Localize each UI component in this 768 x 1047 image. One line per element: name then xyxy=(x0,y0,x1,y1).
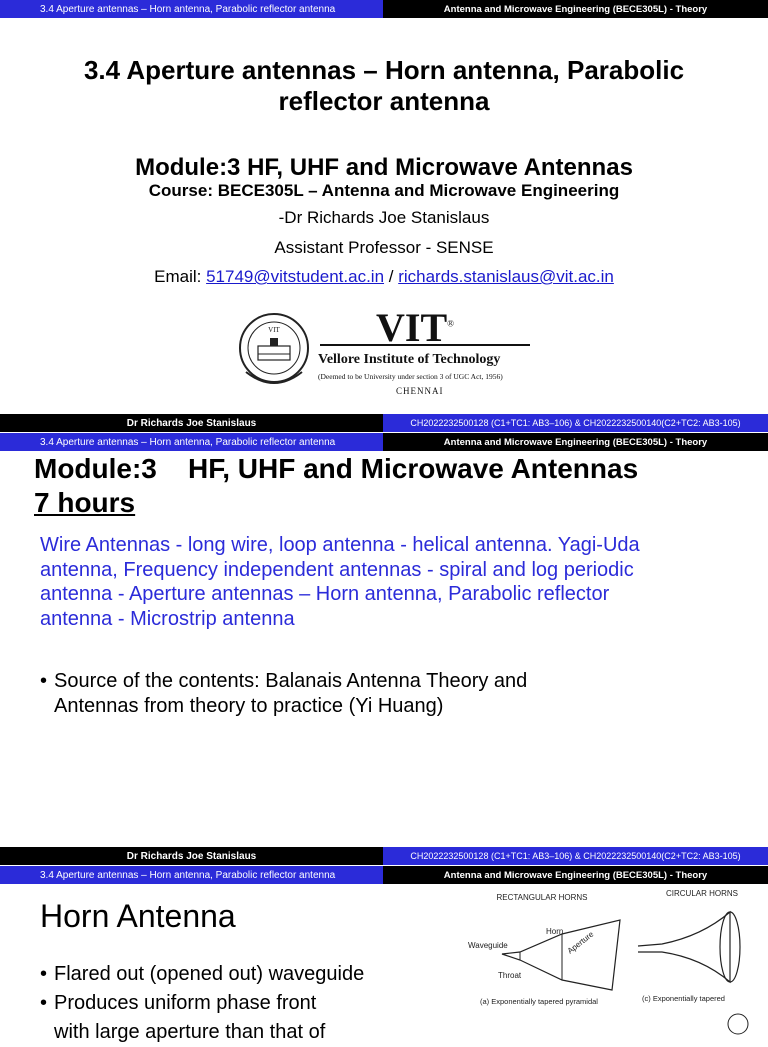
footer-right: CH2022232500128 (C1+TC1: AB3–106) & CH2022232500140(C2+TC2: AB3-105) xyxy=(383,414,768,432)
footer-right: CH2022232500128 (C1+TC1: AB3–106) & CH2022232500140(C2+TC2: AB3-105) xyxy=(383,847,768,865)
email-separator: / xyxy=(384,267,399,286)
slide1-footer xyxy=(0,414,768,432)
bullet-dot-icon: • xyxy=(40,670,48,692)
bullet-line: with large aperture than that of xyxy=(54,1021,326,1043)
slide-title: Horn Antenna xyxy=(40,898,236,934)
designation: Assistant Professor - SENSE xyxy=(274,238,494,257)
slide2-body xyxy=(0,451,768,845)
slide1-header xyxy=(0,0,768,18)
city-text: CHENNAI xyxy=(396,386,444,396)
course-line: Course: BECE305L – Antenna and Microwave Engineering xyxy=(148,181,620,200)
bullet-line: Flared out (opened out) waveguide xyxy=(54,963,365,985)
caption-c: (c) Exponentially tapered xyxy=(642,994,725,1003)
slide-title xyxy=(0,55,768,117)
bullet-line: Source of the contents: Balanais Antenna Theory and xyxy=(54,670,528,692)
header-right: Antenna and Microwave Engineering (BECE305L) - Theory xyxy=(383,433,768,451)
email-link-vit[interactable]: richards.stanislaus@vit.ac.in xyxy=(398,267,614,286)
header-left: 3.4 Aperture antennas – Horn antenna, Parabolic reflector antenna xyxy=(0,0,383,18)
horn-antenna-figure xyxy=(462,884,762,1024)
header-left: 3.4 Aperture antennas – Horn antenna, Parabolic reflector antenna xyxy=(0,433,383,451)
slide2-header xyxy=(0,433,768,451)
label-waveguide: Waveguide xyxy=(468,941,508,950)
module-hours: 7 hours xyxy=(34,487,136,518)
bullet-item xyxy=(40,960,364,989)
syllabus-line: Wire Antennas - long wire, loop antenna - helical antenna. Yagi-Uda xyxy=(40,534,640,556)
label-horn: Horn xyxy=(546,927,564,936)
module-title: Module:3 HF, UHF and Microwave Antennas xyxy=(135,154,633,181)
title-line: reflector antenna xyxy=(278,86,490,116)
slide2-footer xyxy=(0,847,768,865)
module-title: Module:3 HF, UHF and Microwave Antennas xyxy=(34,453,639,484)
syllabus-line: antenna - Microstrip antenna xyxy=(40,607,295,630)
registered-mark: ® xyxy=(447,318,454,329)
footer-left: Dr Richards Joe Stanislaus xyxy=(0,847,383,865)
circular-horn-shape xyxy=(638,912,730,982)
bullet-line: Produces uniform phase front xyxy=(54,992,317,1014)
bullet-list xyxy=(40,960,364,1047)
slide3-body xyxy=(0,884,768,1043)
seal-text: VIT xyxy=(268,326,280,334)
caption-a: (a) Exponentially tapered pyramidal xyxy=(480,997,598,1006)
vit-seal-icon xyxy=(236,310,312,394)
email-label: Email: xyxy=(154,267,207,286)
author-name: -Dr Richards Joe Stanislaus xyxy=(278,208,490,227)
bullet-line: Antennas from theory to practice (Yi Huang) xyxy=(54,695,444,717)
title-line: 3.4 Aperture antennas – Horn antenna, Parabolic xyxy=(83,55,685,85)
syllabus-text xyxy=(40,533,640,631)
bullet-source xyxy=(40,669,527,719)
deemed-text: (Deemed to be University under section 3 of UGC Act, 1956) xyxy=(318,372,503,381)
bullet-dot-icon: • xyxy=(40,992,48,1014)
slide1-body xyxy=(0,18,768,412)
rect-horns-title: RECTANGULAR HORNS xyxy=(496,893,588,902)
header-left: 3.4 Aperture antennas – Horn antenna, Parabolic reflector antenna xyxy=(0,866,383,884)
syllabus-line: antenna - Aperture antennas – Horn antenna, Parabolic reflector xyxy=(40,583,610,605)
institute-name: Vellore Institute of Technology xyxy=(318,352,501,367)
email-line xyxy=(0,267,768,287)
header-right: Antenna and Microwave Engineering (BECE305L) - Theory xyxy=(383,0,768,18)
bullet-dot-icon: • xyxy=(40,963,48,985)
email-link-student[interactable]: 51749@vitstudent.ac.in xyxy=(206,267,385,286)
brand-text: VIT xyxy=(376,305,448,350)
vit-wordmark xyxy=(376,304,454,351)
header-right: Antenna and Microwave Engineering (BECE305L) - Theory xyxy=(383,866,768,884)
circ-horns-title: CIRCULAR HORNS xyxy=(665,889,739,898)
vit-logo xyxy=(236,306,536,402)
slide3-header xyxy=(0,866,768,884)
label-throat: Throat xyxy=(498,971,522,980)
label-aperture: Aperture xyxy=(565,929,596,956)
footer-left: Dr Richards Joe Stanislaus xyxy=(0,414,383,432)
bullet-item xyxy=(40,989,364,1047)
syllabus-line: antenna, Frequency independent antennas - spiral and log periodic xyxy=(40,558,634,581)
